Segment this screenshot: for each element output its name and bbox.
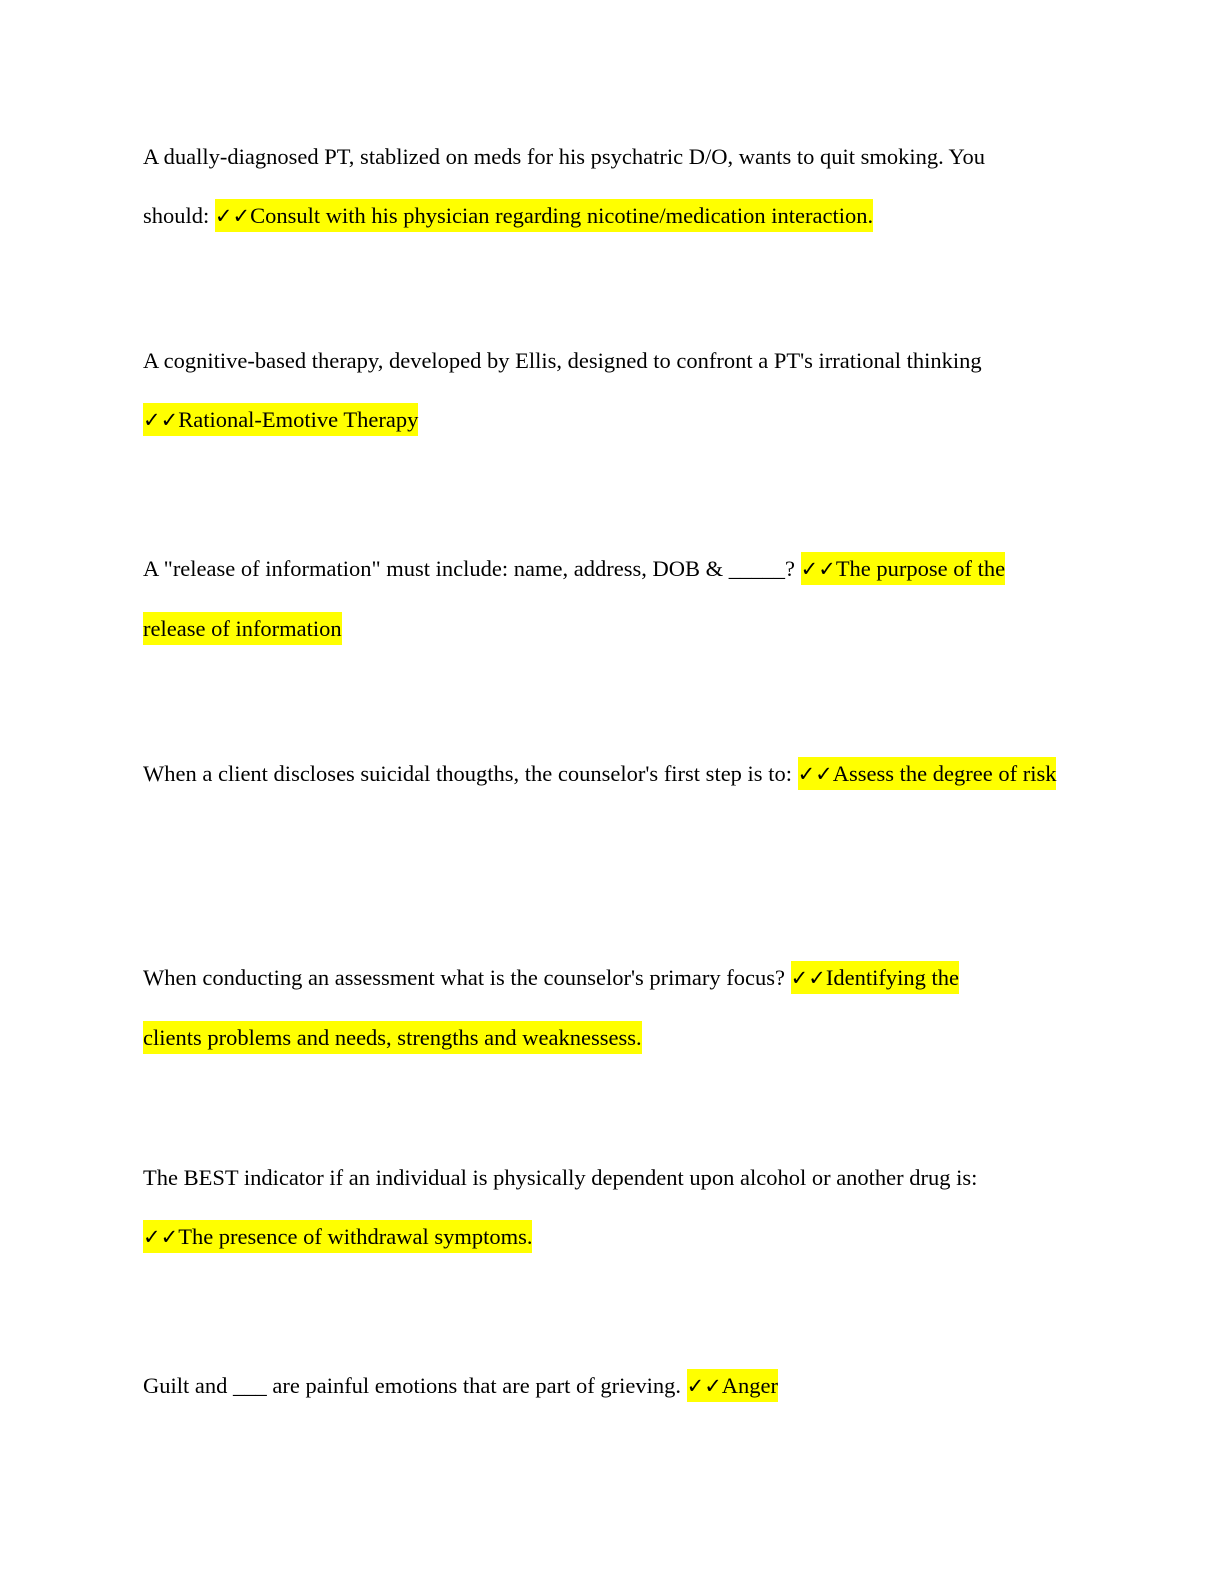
answer-text: Rational-Emotive Therapy (178, 407, 419, 432)
double-check-icon: ✓✓ (143, 408, 179, 432)
double-check-icon: ✓✓ (686, 1374, 722, 1398)
answer-highlight (687, 1369, 778, 1402)
answer-text: The purpose of the release of information (143, 556, 1006, 641)
qa-item (143, 539, 1068, 658)
double-check-icon: ✓✓ (797, 762, 833, 786)
question-text: A cognitive-based therapy, developed by Ellis, designed to confront a PT's irrational thinking (143, 348, 982, 373)
qa-item (143, 948, 1018, 1067)
answer-highlight (143, 1220, 532, 1253)
qa-item (143, 127, 1053, 246)
double-check-icon: ✓✓ (790, 966, 826, 990)
question-text: The BEST indicator if an individual is physically dependent upon alcohol or another drug is: (143, 1165, 978, 1190)
answer-highlight (143, 403, 418, 436)
answer-highlight (798, 757, 1057, 790)
question-text: A dually-diagnosed PT, stablized on meds for his psychatric D/O, wants to quit smoking. You should: (143, 144, 986, 228)
qa-item (143, 331, 1043, 450)
double-check-icon: ✓✓ (800, 557, 836, 581)
answer-text: Consult with his physician regarding nicotine/medication interaction. (250, 203, 874, 228)
qa-item (143, 744, 1078, 804)
answer-text: Anger (721, 1373, 779, 1398)
question-text: Guilt and ___ are painful emotions that are part of grieving. (143, 1373, 687, 1398)
answer-text: Assess the degree of risk (832, 761, 1057, 786)
double-check-icon: ✓✓ (143, 1225, 179, 1249)
double-check-icon: ✓✓ (214, 204, 251, 228)
question-text: When conducting an assessment what is the counselor's primary focus? (143, 965, 791, 990)
question-text: A "release of information" must include: name, address, DOB & _____? (143, 556, 801, 581)
answer-highlight (215, 199, 873, 232)
qa-item (143, 1148, 1038, 1267)
question-text: When a client discloses suicidal thougths, the counselor's first step is to: (143, 761, 798, 786)
qa-item (143, 1356, 1078, 1416)
answer-text: Identifying the clients problems and needs, strengths and weaknessess. (143, 965, 959, 1050)
answer-text: The presence of withdrawal symptoms. (178, 1224, 533, 1249)
